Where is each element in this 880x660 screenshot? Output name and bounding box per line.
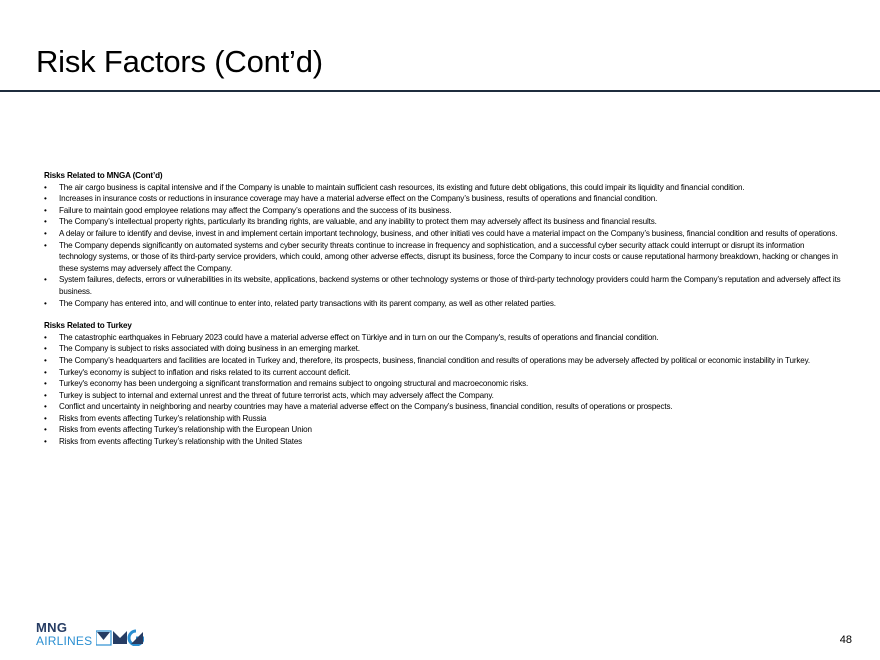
page-number: 48 [839, 634, 852, 646]
bullet-item: • Risks from events affecting Turkey’s relationship with Russia [44, 413, 844, 425]
section-heading: Risks Related to MNGA (Cont’d) [44, 171, 163, 180]
bullet-item: • Turkey's economy has been undergoing a significant transformation and remains subject to ongoing structural and macroeconomic risks. [44, 378, 844, 390]
mng-airlines-logo [36, 622, 156, 646]
bullet-item: • Increases in insurance costs or reductions in insurance coverage may have a material adverse effect on the Company’s business, results of operations and financial condition. [44, 193, 844, 205]
slide-title: Risk Factors (Cont’d) [36, 44, 323, 79]
bullet-item: • Failure to maintain good employee relations may affect the Company’s operations and the success of its business. [44, 205, 844, 217]
risk-factors-content [44, 170, 844, 448]
bullet-item: • The Company is subject to risks associated with doing business in an emerging market. [44, 343, 844, 355]
logo-text-mng: MNG [36, 620, 68, 635]
bullet-item: • The Company’s intellectual property rights, particularly its branding rights, are valuable, and any inability to protect them may adversely affect its business and financial results. [44, 216, 844, 228]
section-risks-turkey [44, 320, 844, 448]
title-divider [0, 90, 880, 92]
bullet-list [44, 332, 844, 448]
bullet-item: • The catastrophic earthquakes in February 2023 could have a material adverse effect on Türkiye and in turn on our the Company's, results of operations and financial condition. [44, 332, 844, 344]
bullet-item: • The Company’s headquarters and facilities are located in Turkey and, therefore, its prospects, business, financial condition and results of operations may be adversely affected by political or economic instability in Turkey. [44, 355, 844, 367]
bullet-item: • The air cargo business is capital intensive and if the Company is unable to maintain sufficient cash resources, its existing and future debt obligations, this could impair its liquidity and financial condition. [44, 182, 844, 194]
bullet-item: • Turkey is subject to internal and external unrest and the threat of future terrorist acts, which may adversely affect the Company. [44, 390, 844, 402]
bullet-item: • Risks from events affecting Turkey’s relationship with the United States [44, 436, 844, 448]
bullet-item: • Risks from events affecting Turkey’s relationship with the European Union [44, 424, 844, 436]
bullet-item: • A delay or failure to identify and devise, invest in and implement certain important technology, business, and other initiati ves could have a material impact on the Company’s business, financial condition and results of operations. [44, 228, 844, 240]
bullet-item: • Turkey's economy is subject to inflation and risks related to its current account deficit. [44, 367, 844, 379]
bullet-item: • The Company has entered into, and will continue to enter into, related party transactions with its parent company, as well as other related parties. [44, 298, 844, 310]
bullet-item: • System failures, defects, errors or vulnerabilities in its website, applications, backend systems or other technology systems or those of third-party technology providers could harm the Company’s reputation and adversely affect its business. [44, 274, 844, 297]
bullet-item: • The Company depends significantly on automated systems and cyber security threats continue to increase in frequency and sophistication, and a successful cyber security attack could interrupt or disrupt its information technology systems, or those of its third-party service providers, which could, among other adverse effects, disrupt its business, force the Company to incur costs or cause reputational harmony breakdown, hacking or changes in these systems may adversely affect the Company. [44, 240, 844, 275]
logo-text-airlines: AIRLINES [36, 634, 93, 648]
section-risks-mnga [44, 170, 844, 309]
bullet-item: • Conflict and uncertainty in neighboring and nearby countries may have a material adverse effect on the Company’s business, financial condition, results of operations or prospects. [44, 401, 844, 413]
logo-mark-icon [96, 628, 144, 646]
section-heading: Risks Related to Turkey [44, 321, 132, 331]
bullet-list [44, 182, 844, 310]
